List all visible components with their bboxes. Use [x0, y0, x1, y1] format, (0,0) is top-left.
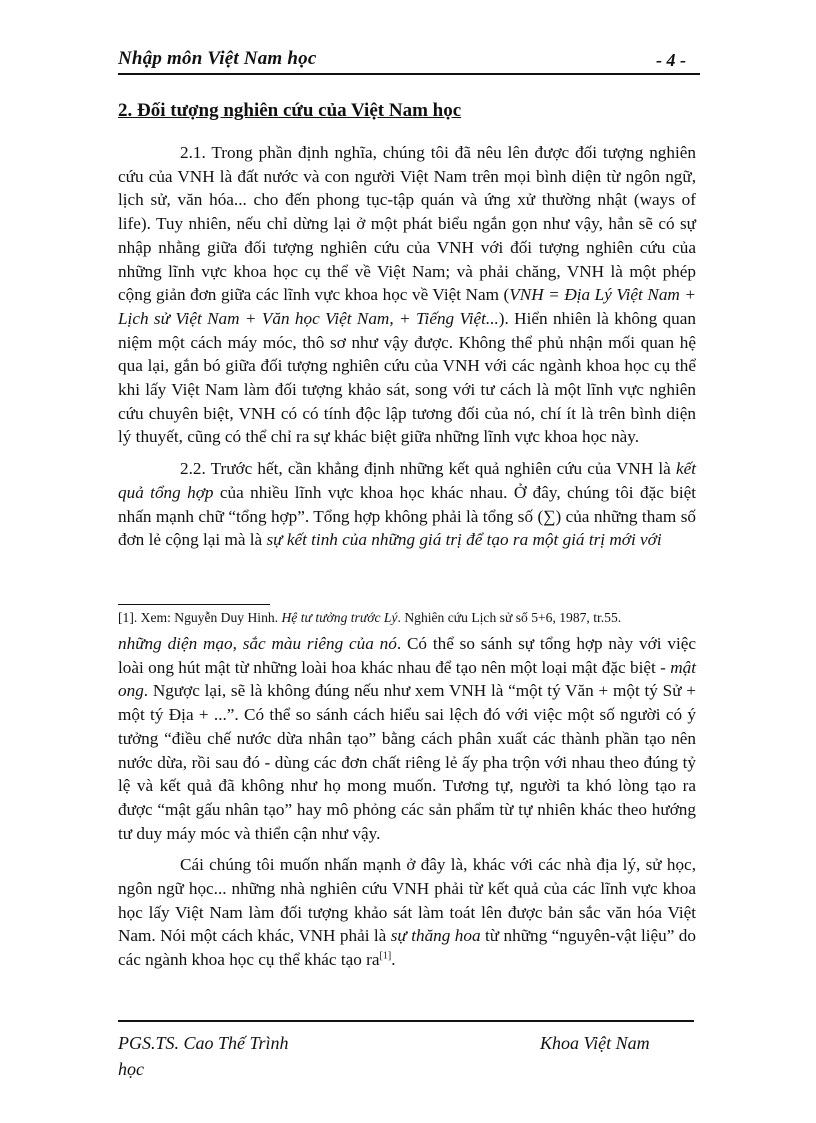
footer-author-name: PGS.TS. Cao Thế Trình	[118, 1033, 289, 1053]
paragraph-continued	[118, 632, 696, 845]
paragraph-2-1	[118, 141, 696, 449]
footer-rule	[118, 1020, 694, 1022]
p1-text-a: 2.1. Trong phần định nghĩa, chúng tôi đã nêu lên được đối tượng nghiên cứu của VNH là đất nước và con người Việt Nam trên mọi bình diện từ ngôn ngữ, lịch sử, văn hóa... cho đến phong tục-tập quán và ứng xử thường nhật (ways of life). Tuy nhiên, nếu chỉ dừng lại ở một phát biểu ngắn gọn như vậy, hẳn sẽ có sự nhập nhằng giữa đối tượng nghiên cứu của VNH với đối tượng nghiên cứu của những lĩnh vực khoa học cụ thể về Việt Nam; và phải chăng, VNH là một phép cộng giản đơn giữa các lĩnh vực khoa học về Việt Nam (	[118, 143, 696, 305]
p2-italic-2: sự kết tinh của những giá trị để tạo ra một giá trị mới với	[266, 530, 662, 550]
footnote-text-b: . Nghiên cứu Lịch sử số 5+6, 1987, tr.55.	[397, 610, 622, 625]
p3-text-a: . Có thể so sánh sự tổng hợp này với việc loài ong hút mật từ những loài hoa khác nhau để tạo nên một loại mật đặc biệt -	[118, 634, 696, 677]
footer-author-cont: học	[118, 1059, 144, 1079]
p3-text-b: . Ngược lại, sẽ là không đúng nếu như xem VNH là “một tý Văn + một tý Sử + một tý Địa + ...”. Có thể so sánh cách hiểu sai lệch đó với việc một số người có ý tưởng “điều chế nước dừa nhân tạo” bằng cách phân xuất các thành phần tạo nên nước dừa, rồi sau đó - dùng các đơn chất riêng lẻ ấy pha trộn với nhau theo đúng tỷ lệ và kết quả đã không như họ mong muốn. Tương tự, người ta khó lòng tạo ra được “mật gấu nhân tạo” hay mô phỏng các sản phẩm từ tự nhiên khác theo hướng tư duy máy móc và thiển cận như vậy.	[118, 681, 696, 843]
paragraph-conclusion	[118, 853, 696, 972]
body-text-lower	[118, 632, 696, 972]
running-header	[118, 48, 700, 74]
page-number: - 4 -	[656, 50, 686, 70]
footer-author	[118, 1030, 338, 1082]
footnote-italic: Hệ tư tưởng trước Lý	[281, 610, 398, 625]
footer-department: Khoa Việt Nam	[540, 1033, 650, 1053]
p4-text-b: từ những “nguyên-vật liệu” do các ngành khoa học cụ thể khác tạo ra	[118, 926, 696, 970]
p2-italic-1: kết quả tổng hợp	[118, 459, 696, 502]
footnote	[118, 608, 658, 627]
p4-text-a: Cái chúng tôi muốn nhấn mạnh ở đây là, khác với các nhà địa lý, sử học, ngôn ngữ học... những nhà nghiên cứu VNH phải từ kết quả của các lĩnh vực khoa học lấy Việt Nam làm đối tượng khảo sát làm toát lên được bản sắc văn hóa Việt Nam. Nói một cách khác, VNH phải là	[118, 855, 696, 946]
p4-text-c: .	[391, 950, 396, 970]
p3-italic-1: những diện mạo, sắc màu riêng của nó	[118, 634, 397, 653]
section-title: 2. Đối tượng nghiên cứu của Việt Nam học	[118, 100, 462, 121]
footnote-text-a: [1]. Xem: Nguyễn Duy Hinh.	[118, 610, 282, 625]
body-text-upper	[118, 141, 696, 552]
p2-text-a: 2.2. Trước hết, cần khẳng định những kết quả nghiên cứu của VNH là	[180, 459, 676, 479]
p3-italic-2: mật ong	[118, 657, 696, 701]
header-rule	[118, 73, 700, 75]
footnote-rule	[118, 604, 270, 605]
footnote-reference[interactable]: [1]	[379, 950, 392, 962]
paragraph-2-2	[118, 457, 696, 552]
p4-italic: sự thăng hoa	[390, 926, 481, 946]
p1-italic-formula: VNH = Địa Lý Việt Nam + Lịch sử Việt Nam + Văn học Việt Nam, + Tiếng Việt...	[118, 285, 696, 328]
p2-text-b: của nhiều lĩnh vực khoa học khác nhau. Ở đây, chúng tôi đặc biệt nhấn mạnh chữ “tổng hợp”. Tổng hợp không phải là tổng số (∑) của những tham số đơn lẻ cộng lại mà là	[118, 482, 697, 550]
p1-text-b: ). Hiển nhiên là không quan niệm một cách máy móc, thô sơ như vậy được. Không thể phủ nhận mối quan hệ qua lại, gắn bó giữa đối tượng nghiên cứu của VNH với các ngành khoa học cụ thể khi lấy Việt Nam làm đối tượng khảo sát, song với tư cách là một lĩnh vực nghiên cứu chuyên biệt, VNH có có tính độc lập tương đối của nó, chí ít là trên bình diện lý thuyết, cũng có thể chỉ ra sự khác biệt giữa những lĩnh vực khoa học này.	[118, 308, 696, 447]
header-title: Nhập môn Việt Nam học	[118, 48, 317, 69]
